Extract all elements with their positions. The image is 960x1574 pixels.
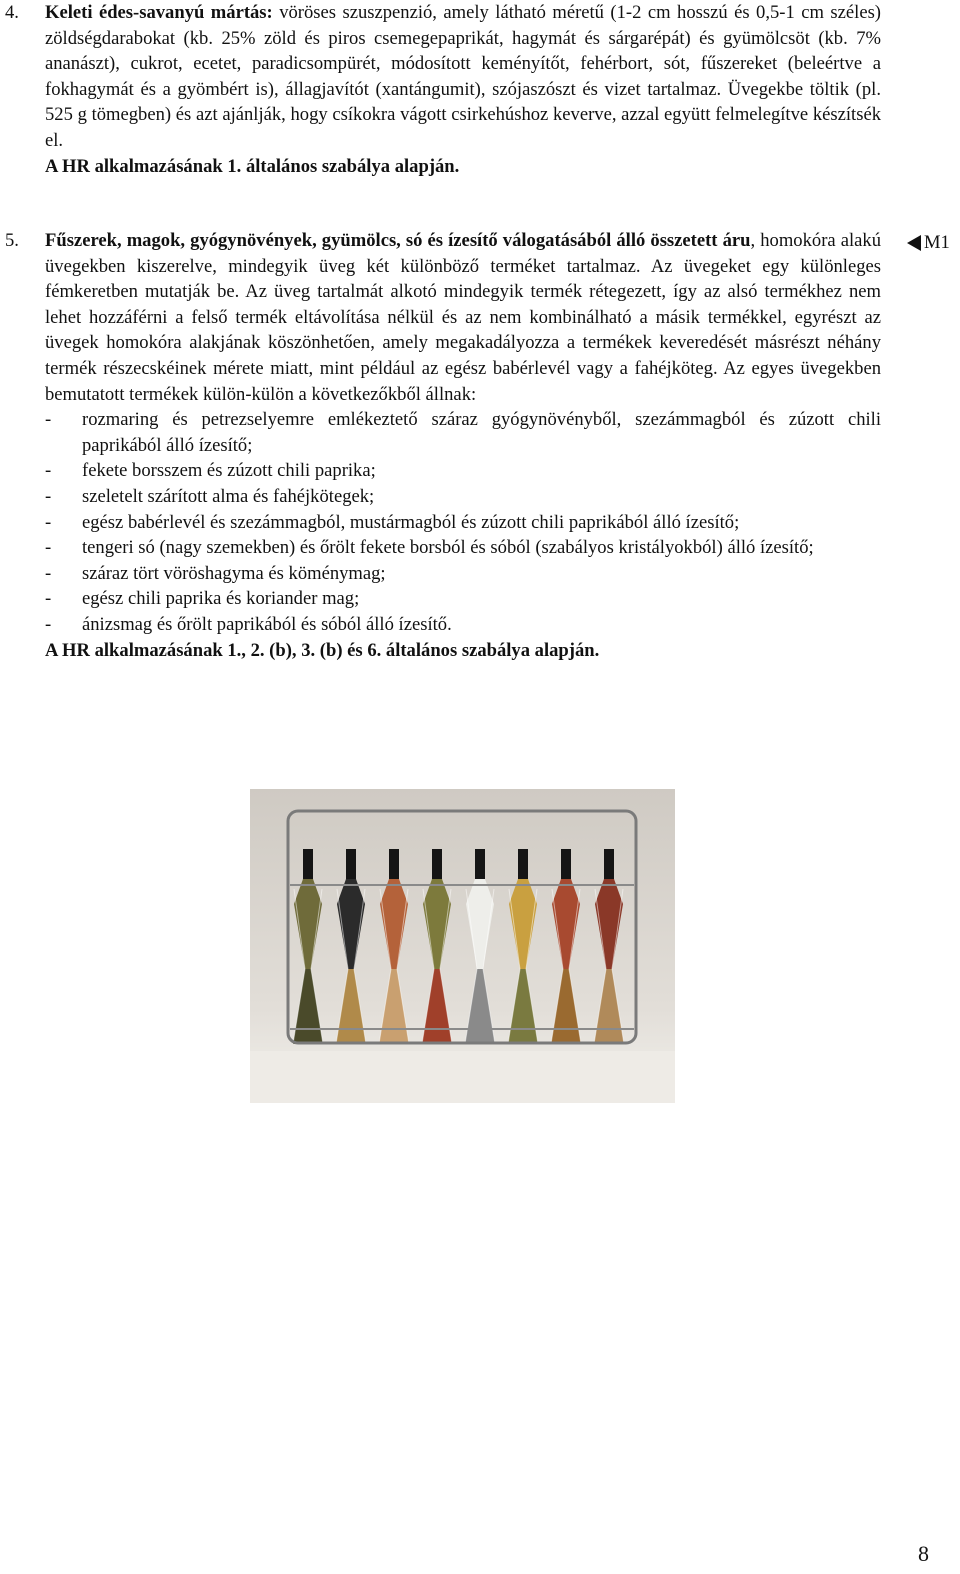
- item-number: 5.: [5, 230, 19, 251]
- dash-bullet: -: [45, 613, 52, 635]
- classification-rule: A HR alkalmazásának 1. általános szabálya alapján.: [45, 155, 460, 177]
- item-number: 4.: [5, 2, 19, 23]
- list-item: [45, 407, 881, 458]
- hourglass-spice-jars-photo: [250, 789, 675, 1103]
- list-item-text: tengeri só (nagy szemekben) és őrölt fekete borsból és sóból (szabályos kristályokból) álló ízesítő;: [82, 537, 814, 559]
- dash-bullet: -: [45, 460, 52, 482]
- dash-bullet: -: [45, 409, 52, 431]
- dash-bullet: -: [45, 537, 52, 559]
- item-5-paragraph: [45, 228, 881, 407]
- ingredient-list: [45, 407, 881, 637]
- list-item: [45, 586, 881, 612]
- page-number: 8: [918, 1541, 929, 1566]
- classification-rule: A HR alkalmazásának 1., 2. (b), 3. (b) és 6. általános szabálya alapján.: [45, 639, 600, 661]
- list-item-text: ánizsmag és őrölt paprikából és sóból álló ízesítő.: [82, 613, 452, 635]
- list-item: [45, 612, 881, 638]
- item-title: Fűszerek, magok, gyógynövények, gyümölcs, só és ízesítő válogatásából álló összetett áru: [45, 230, 751, 251]
- dash-bullet: -: [45, 511, 52, 533]
- item-title: Keleti édes-savanyú mártás:: [45, 2, 273, 23]
- item-body: vöröses szuszpenzió, amely látható méretű (1-2 cm hosszú és 0,5-1 cm széles) zöldségdarabokat (kb. 25% zöld és piros csemegepaprikát, hagymát és sárgarépát) és gyümölcsöt (kb. 7% ananászt), cukrot, ecetet, paradicsompürét, módosított keményítőt, fehérbort, sót, fűszereket (beleértve a fokhagymát és a gyömbért is), állagjavítót (xantángumit), szójaszószt és vizet tartalmaz. Üvegekbe töltik (pl. 525 g tömegben) és azt ajánlják, hogy csíkokra vágott csirkehúshoz keverve, azzal együtt felmelegítve készítsék el.: [45, 2, 882, 151]
- list-item-text: száraz tört vöröshagyma és köménymag;: [82, 562, 386, 584]
- amendment-marker: [907, 230, 950, 256]
- list-item-text: egész chili paprika és koriander mag;: [82, 588, 360, 610]
- dash-bullet: -: [45, 588, 52, 610]
- item-body: , homokóra alakú üvegekben kiszerelve, mindegyik üveg két különböző terméket tartalmaz. Az üvegeket egy különleges fémkeretben mutatják be. Az üveg tartalmát alkotó mindegyik termék rétegezett, így az alsó termékhez nem lehet hozzáférni a felső termék eltávolítása nélkül és az nem kombinálható a másik termékkel, egyrészt az üvegek homokóra alakjának köszönhetően, amely megakadályozza a termékek keveredését másrészt néhány termék részecskéinek mérete miatt, mint például az egész babérlevél vagy a fahéjköteg. Az egyes üvegekben bemutatott termékek külön-külön a következőkből állnak:: [45, 230, 881, 405]
- dash-bullet: -: [45, 485, 52, 507]
- list-item-text: rozmaring és petrezselyemre emlékeztető száraz gyógynövényből, szezámmagból és zúzott chili paprikából álló ízesítő;: [82, 409, 881, 456]
- list-item-text: egész babérlevél és szezámmagból, mustármagból és zúzott chili paprikából álló ízesítő;: [82, 511, 740, 533]
- list-item: [45, 458, 881, 484]
- marker-label: M1: [924, 232, 950, 253]
- item-5: [5, 228, 881, 663]
- left-triangle-icon: [907, 235, 921, 251]
- list-item: [45, 561, 881, 587]
- item-4-paragraph: [45, 0, 881, 154]
- list-item-text: szeletelt szárított alma és fahéjkötegek;: [82, 485, 375, 507]
- list-item: [45, 484, 881, 510]
- item-4: [5, 0, 882, 179]
- list-item: [45, 535, 881, 561]
- dash-bullet: -: [45, 562, 52, 584]
- list-item-text: fekete borsszem és zúzott chili paprika;: [82, 460, 376, 482]
- list-item: [45, 510, 881, 536]
